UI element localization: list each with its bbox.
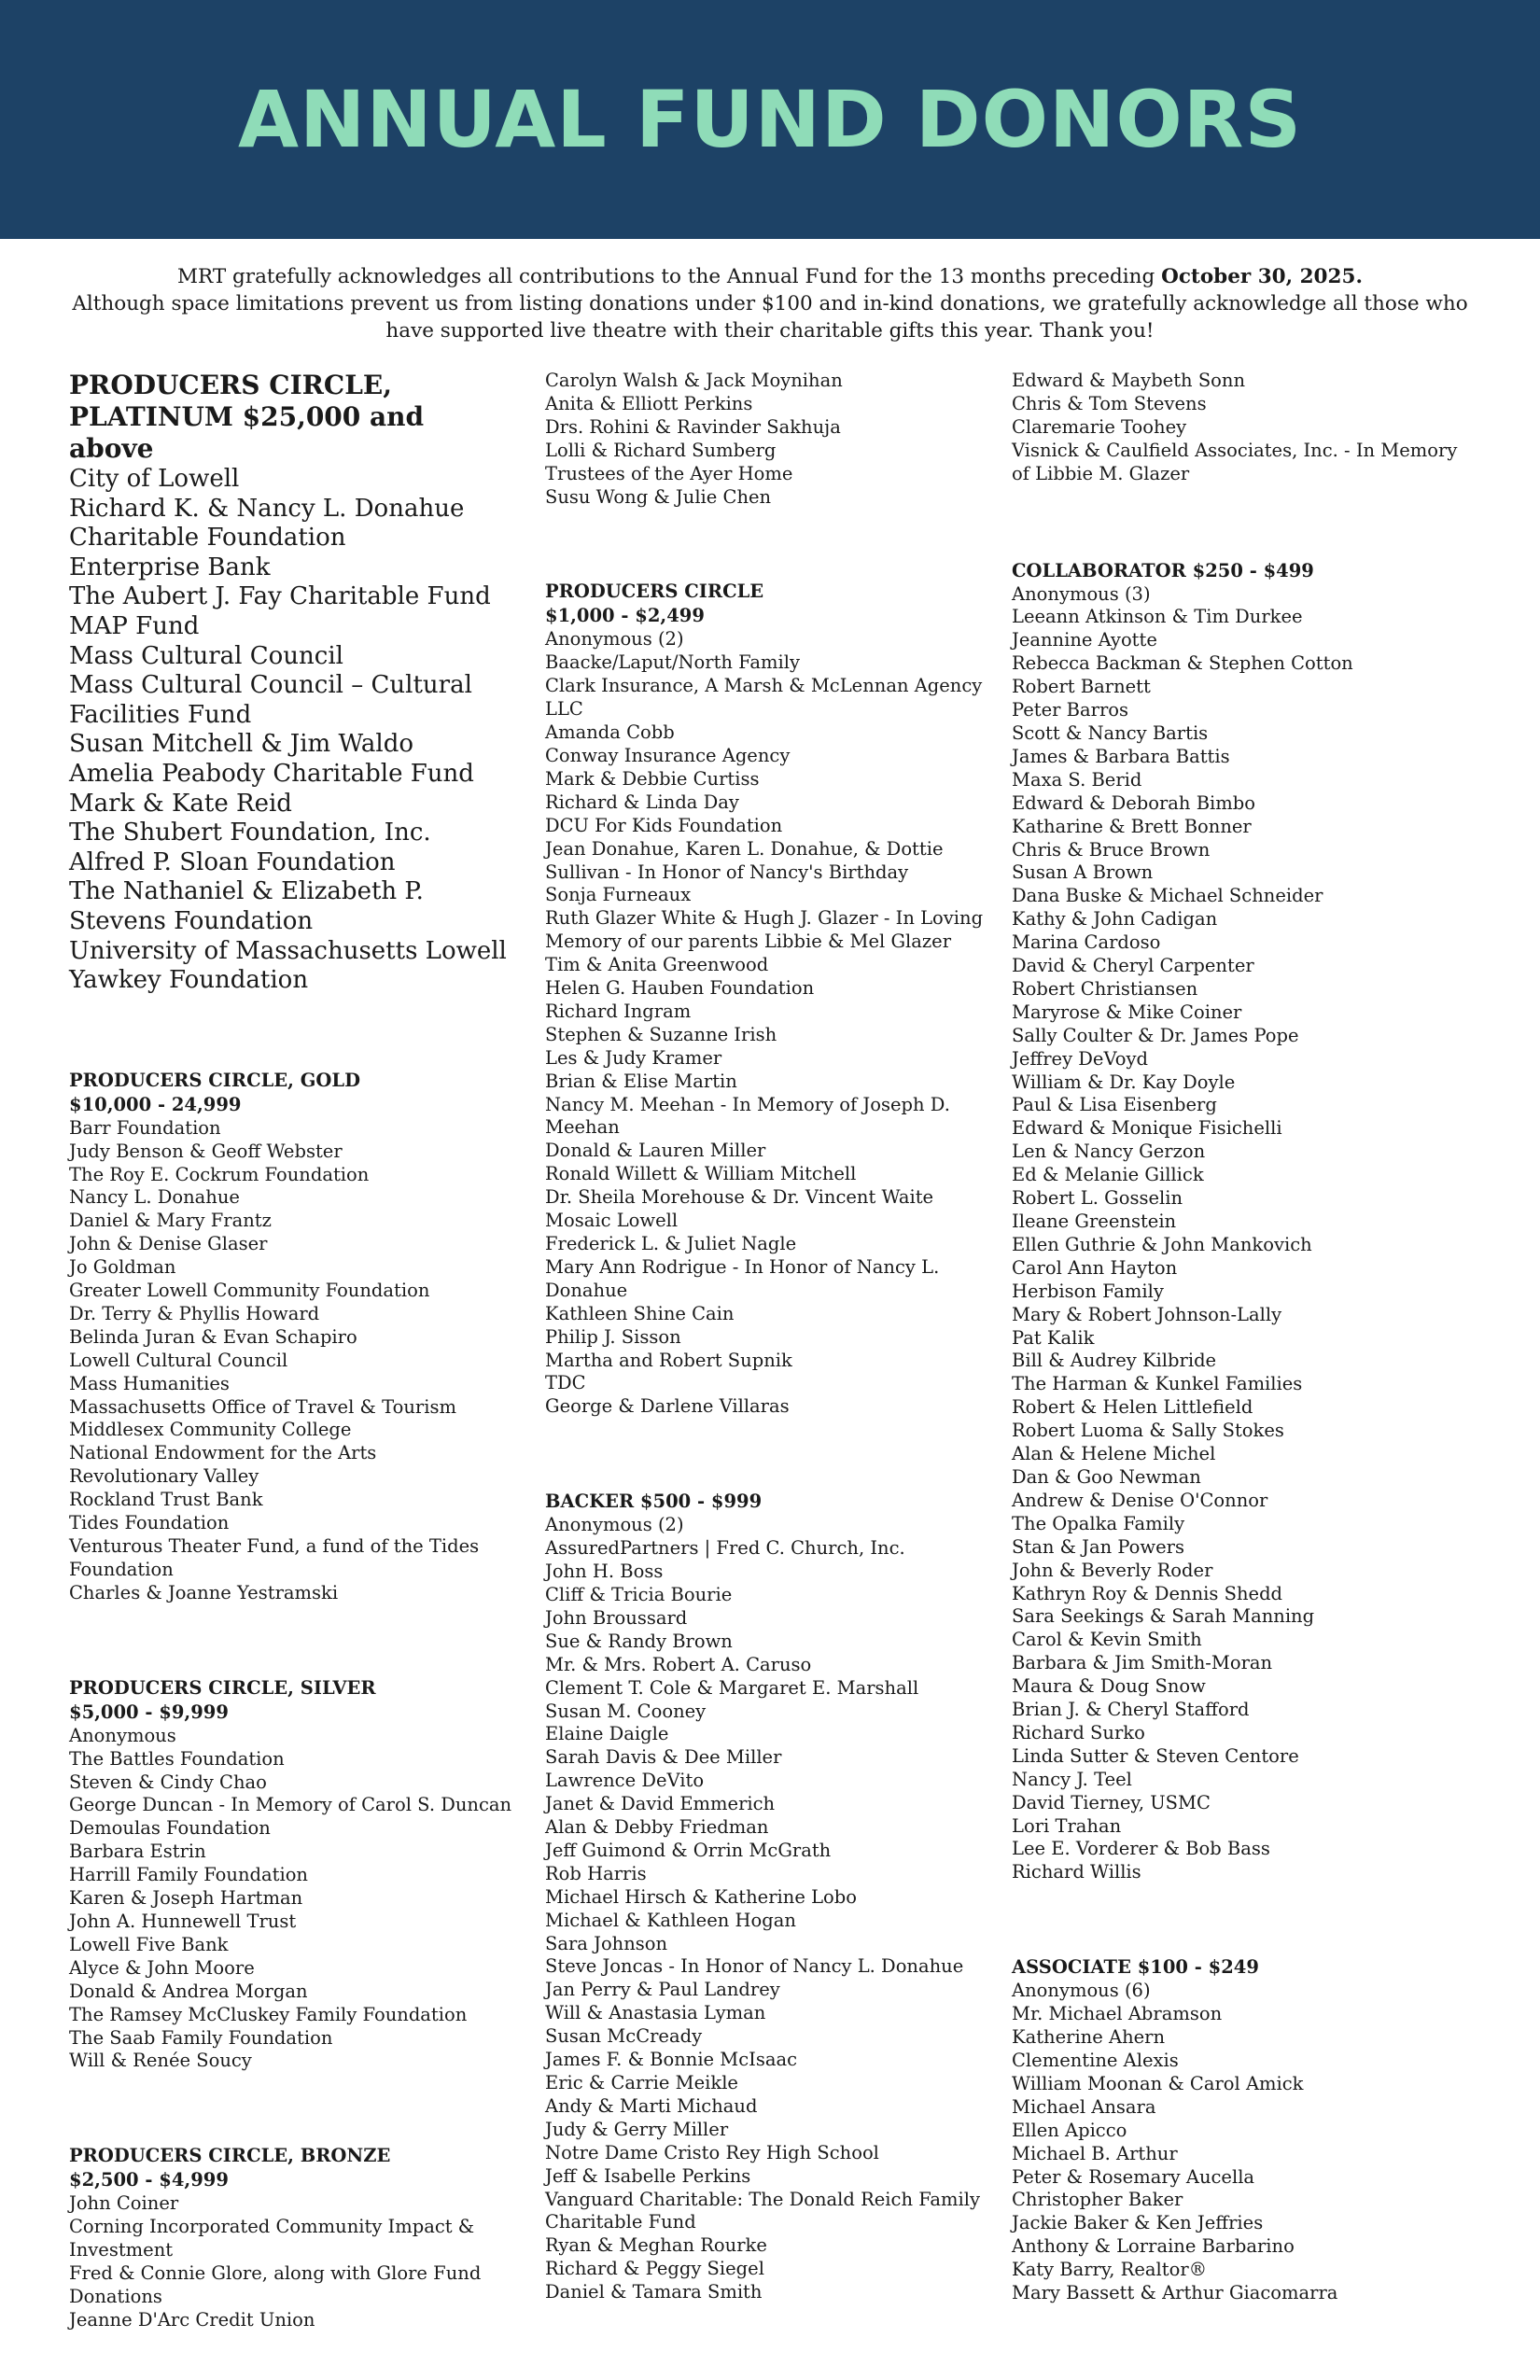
- bronze-list: [69, 2192, 517, 2331]
- producers-list: [545, 628, 993, 1419]
- intro-line-2: Although space limitations prevent us from listing donations under $100 and in-kind donations, we gratefully acknowledge all those who have supported live theatre with their charitable gifts this year. Thank you!: [72, 292, 1468, 343]
- donor-name: The Saab Family Foundation: [69, 2026, 333, 2049]
- donor-name: Janet & David Emmerich: [545, 1793, 776, 1815]
- intro-line-1-text: MRT gratefully acknowledges all contributions to the Annual Fund for the 13 months preceding: [177, 265, 1162, 288]
- platinum-list: [69, 465, 517, 996]
- donor-name: Lowell Five Bank: [69, 1933, 229, 1955]
- donor-name: Mary Ann Rodrigue - In Honor of Nancy L. Donahue: [545, 1255, 940, 1301]
- donor-name: Robert Christiansen: [1012, 977, 1198, 1000]
- donor-name: Sue & Randy Brown: [545, 1630, 733, 1652]
- donor-name: Ileane Greenstein: [1012, 1211, 1177, 1232]
- donor-name: Anonymous (2): [545, 628, 684, 651]
- donor-name: Donald & Andrea Morgan: [69, 1980, 308, 2002]
- donor-name: Ronald Willett & William Mitchell: [545, 1163, 857, 1185]
- donor-name: Robert Barnett: [1012, 676, 1151, 698]
- associate-heading: ASSOCIATE $100 - $249: [1012, 1956, 1259, 1979]
- silver-list: [69, 1725, 517, 2074]
- donor-name: Sarah Davis & Dee Miller: [545, 1746, 782, 1769]
- donor-name: Will & Anastasia Lyman: [545, 2002, 766, 2024]
- gold-heading-1: PRODUCERS CIRCLE, GOLD: [69, 1069, 361, 1091]
- platinum-heading-1: PRODUCERS CIRCLE,: [69, 370, 392, 400]
- donor-name: Andy & Marti Michaud: [545, 2094, 758, 2117]
- donor-name: Barbara & Jim Smith-Moran: [1012, 1652, 1273, 1674]
- donor-name: Peter Barros: [1012, 699, 1129, 721]
- donor-name: Peter & Rosemary Aucella: [1012, 2165, 1255, 2188]
- donor-name: Chris & Bruce Brown: [1012, 838, 1211, 861]
- producers-heading-2: $1,000 - $2,499: [545, 605, 705, 627]
- donor-name: Susan M. Cooney: [545, 1700, 707, 1722]
- donor-name: Mark & Kate Reid: [69, 789, 292, 818]
- column-2: [545, 370, 993, 2304]
- donor-name: Mass Cultural Council: [69, 641, 343, 670]
- donor-name: Carol & Kevin Smith: [1012, 1629, 1202, 1651]
- donor-name: Richard Ingram: [545, 1000, 692, 1022]
- donor-name: Maura & Doug Snow: [1012, 1675, 1206, 1698]
- donor-name: The Harman & Kunkel Families: [1012, 1373, 1303, 1395]
- donor-name: Christopher Baker: [1012, 2189, 1183, 2211]
- donor-name: Michael Hirsch & Katherine Lobo: [545, 1885, 857, 1908]
- collaborator-section: [1012, 559, 1478, 1885]
- donor-name: The Shubert Foundation, Inc.: [69, 819, 431, 847]
- donor-name: Len & Nancy Gerzon: [1012, 1141, 1206, 1163]
- donor-name: Nancy M. Meehan - In Memory of Joseph D. Meehan: [545, 1093, 950, 1139]
- donor-name: Amelia Peabody Charitable Fund: [69, 759, 474, 788]
- donor-name: Lori Trahan: [1012, 1814, 1122, 1837]
- donor-name: George Duncan - In Memory of Carol S. Duncan: [69, 1794, 512, 1816]
- donor-name: Elaine Daigle: [545, 1723, 669, 1745]
- donor-name: Philip J. Sisson: [545, 1325, 681, 1348]
- donor-name: Cliff & Tricia Bourie: [545, 1583, 733, 1605]
- donor-name: MAP Fund: [69, 611, 200, 640]
- donor-name: Alan & Debby Friedman: [545, 1816, 769, 1839]
- donor-name: Mass Cultural Council – Cultural Facilities Fund: [69, 671, 472, 729]
- collaborator-heading: COLLABORATOR $250 - $499: [1012, 559, 1314, 581]
- donor-name: Katharine & Brett Bonner: [1012, 815, 1252, 837]
- donor-name: Sally Coulter & Dr. James Pope: [1012, 1024, 1299, 1046]
- donor-name: Jackie Baker & Ken Jeffries: [1012, 2212, 1264, 2234]
- header-banner: [0, 0, 1540, 239]
- donor-name: Steven & Cindy Chao: [69, 1771, 267, 1793]
- donor-name: Jeff Guimond & Orrin McGrath: [545, 1839, 832, 1861]
- donor-name: Richard & Linda Day: [545, 791, 739, 813]
- donor-name: Kathy & John Cadigan: [1012, 908, 1218, 931]
- donor-name: Paul & Lisa Eisenberg: [1012, 1094, 1217, 1116]
- donor-name: Bill & Audrey Kilbride: [1012, 1350, 1217, 1372]
- donor-name: Katherine Ahern: [1012, 2026, 1166, 2049]
- donor-name: Leeann Atkinson & Tim Durkee: [1012, 606, 1303, 628]
- donor-name: Helen G. Hauben Foundation: [545, 977, 815, 1000]
- backer-section: [545, 1490, 993, 2304]
- donor-name: Nancy L. Donahue: [69, 1186, 240, 1209]
- donor-name: National Endowment for the Arts: [69, 1442, 377, 1464]
- donor-name: Venturous Theater Fund, a fund of the Tides Foundation: [69, 1535, 480, 1580]
- donor-name: Drs. Rohini & Ravinder Sakhuja: [545, 415, 841, 438]
- page-title: ANNUAL FUND DONORS: [238, 74, 1302, 165]
- donor-name: Baacke/Laput/North Family: [545, 651, 800, 674]
- donor-name: John Coiner: [69, 2192, 179, 2215]
- donor-name: Rockland Trust Bank: [69, 1489, 263, 1511]
- intro-date: October 30, 2025.: [1161, 265, 1363, 288]
- donor-name: Judy & Gerry Miller: [545, 2118, 729, 2140]
- donor-name: Daniel & Mary Frantz: [69, 1210, 272, 1232]
- donor-name: Stan & Jan Powers: [1012, 1535, 1184, 1558]
- donor-name: Anita & Elliott Perkins: [545, 392, 753, 414]
- donor-name: Ellen Apicco: [1012, 2119, 1127, 2141]
- donor-name: Yawkey Foundation: [69, 966, 309, 995]
- donor-name: Anthony & Lorraine Barbarino: [1012, 2235, 1295, 2258]
- donor-name: Susu Wong & Julie Chen: [545, 485, 772, 508]
- producers-section: [545, 580, 993, 1419]
- donor-name: Conway Insurance Agency: [545, 744, 791, 766]
- donor-name: James F. & Bonnie McIsaac: [545, 2049, 798, 2071]
- donor-name: Alfred P. Sloan Foundation: [69, 847, 396, 876]
- donor-name: Scott & Nancy Bartis: [1012, 721, 1209, 744]
- donor-name: Alan & Helene Michel: [1012, 1443, 1216, 1465]
- donor-name: The Roy E. Cockrum Foundation: [69, 1163, 370, 1185]
- donor-name: William & Dr. Kay Doyle: [1012, 1071, 1236, 1093]
- donor-name: Greater Lowell Community Foundation: [69, 1280, 430, 1302]
- donor-name: Karen & Joseph Hartman: [69, 1887, 303, 1910]
- gold-list: [69, 1117, 517, 1605]
- intro-text: [56, 263, 1484, 344]
- donor-name: Demoulas Foundation: [69, 1817, 271, 1840]
- donor-name: James & Barbara Battis: [1012, 745, 1230, 767]
- donor-name: TDC: [545, 1372, 586, 1394]
- donor-name: Michael Ansara: [1012, 2095, 1156, 2118]
- donor-name: Herbison Family: [1012, 1280, 1164, 1302]
- donor-name: Enterprise Bank: [69, 553, 271, 581]
- donor-name: Jo Goldman: [69, 1256, 176, 1279]
- donor-name: Rebecca Backman & Stephen Cotton: [1012, 652, 1353, 675]
- donor-name: Lolli & Richard Sumberg: [545, 439, 777, 461]
- donor-name: Lee E. Vorderer & Bob Bass: [1012, 1838, 1270, 1860]
- bronze-heading-2: $2,500 - $4,999: [69, 2169, 229, 2191]
- donor-name: Donald & Lauren Miller: [545, 1140, 766, 1162]
- donor-name: Notre Dame Cristo Rey High School: [545, 2141, 879, 2163]
- intro-line-1: [56, 263, 1484, 290]
- donor-name: Mosaic Lowell: [545, 1210, 679, 1232]
- donor-name: City of Lowell: [69, 465, 240, 493]
- donor-name: William Moonan & Carol Amick: [1012, 2072, 1304, 2094]
- donor-name: Clark Insurance, A Marsh & McLennan Agency LLC: [545, 675, 983, 721]
- donor-name: Massachusetts Office of Travel & Tourism: [69, 1395, 456, 1418]
- donor-name: Mary Bassett & Arthur Giacomarra: [1012, 2282, 1338, 2304]
- donor-name: John Broussard: [545, 1606, 688, 1629]
- gold-heading-2: $10,000 - 24,999: [69, 1093, 242, 1115]
- donor-name: Vanguard Charitable: The Donald Reich Family Charitable Fund: [545, 2188, 981, 2233]
- donor-name: Nancy J. Teel: [1012, 1768, 1132, 1790]
- donor-name: John H. Boss: [545, 1561, 664, 1583]
- donor-name: Richard Willis: [1012, 1861, 1141, 1883]
- donor-name: Visnick & Caulfield Associates, Inc. - In Memory of Libbie M. Glazer: [1012, 439, 1458, 484]
- donor-name: George & Darlene Villaras: [545, 1395, 790, 1418]
- donor-name: John & Denise Glaser: [69, 1233, 268, 1255]
- donor-name: Mr. Michael Abramson: [1012, 2003, 1223, 2025]
- platinum-heading-2: PLATINUM $25,000 and above: [69, 401, 425, 464]
- donor-name: Les & Judy Kramer: [545, 1046, 722, 1069]
- donor-name: Robert & Helen Littlefield: [1012, 1396, 1253, 1419]
- donor-name: Edward & Maybeth Sonn: [1012, 370, 1246, 391]
- platinum-section: [69, 370, 517, 996]
- donor-name: Richard K. & Nancy L. Donahue Charitable Foundation: [69, 494, 465, 553]
- donor-name: Richard & Peggy Siegel: [545, 2258, 764, 2280]
- donor-name: Tim & Anita Greenwood: [545, 954, 769, 976]
- donor-name: Susan Mitchell & Jim Waldo: [69, 730, 414, 759]
- donor-name: Anonymous: [69, 1724, 176, 1746]
- donor-name: Jan Perry & Paul Landrey: [545, 1979, 780, 2001]
- donor-name: Barbara Estrin: [69, 1841, 206, 1863]
- bronze-heading-1: PRODUCERS CIRCLE, BRONZE: [69, 2145, 391, 2167]
- donor-name: DCU For Kids Foundation: [545, 814, 783, 836]
- donor-name: John A. Hunnewell Trust: [69, 1910, 297, 1932]
- donor-name: Marina Cardoso: [1012, 931, 1161, 954]
- donor-name: Carolyn Walsh & Jack Moynihan: [545, 370, 843, 391]
- donor-name: Richard Surko: [1012, 1721, 1145, 1743]
- donor-name: Sara Seekings & Sarah Manning: [1012, 1605, 1315, 1628]
- donor-name: Brian J. & Cheryl Stafford: [1012, 1699, 1250, 1721]
- donor-name: Revolutionary Valley: [69, 1465, 259, 1488]
- donor-name: Dana Buske & Michael Schneider: [1012, 885, 1323, 907]
- donor-name: Ruth Glazer White & Hugh J. Glazer - In Loving Memory of our parents Libbie & Mel Glazer: [545, 907, 984, 953]
- donor-name: Tides Foundation: [69, 1512, 230, 1534]
- donor-name: Linda Sutter & Steven Centore: [1012, 1744, 1299, 1767]
- donor-name: Trustees of the Ayer Home: [545, 462, 793, 484]
- donor-name: Robert L. Gosselin: [1012, 1187, 1183, 1210]
- donor-name: Mary & Robert Johnson-Lally: [1012, 1303, 1282, 1325]
- donor-name: Jeanne D'Arc Credit Union: [69, 2308, 315, 2331]
- donor-name: Jeannine Ayotte: [1012, 629, 1157, 651]
- donor-name: Anonymous (3): [1012, 582, 1151, 605]
- donor-name: Jeffrey DeVoyd: [1012, 1047, 1148, 1070]
- donor-name: Brian & Elise Martin: [545, 1070, 737, 1092]
- donor-name: Susan McCready: [545, 2025, 703, 2048]
- donor-name: Lowell Cultural Council: [69, 1349, 288, 1371]
- donor-name: David & Cheryl Carpenter: [1012, 955, 1254, 977]
- donor-name: AssuredPartners | Fred C. Church, Inc.: [545, 1537, 905, 1560]
- donor-name: The Nathaniel & Elizabeth P. Stevens Foundation: [69, 877, 424, 935]
- column-3: [1012, 370, 1478, 2305]
- donor-name: Robert Luoma & Sally Stokes: [1012, 1420, 1284, 1442]
- donor-name: Mark & Debbie Curtiss: [545, 767, 760, 790]
- donor-name: Mr. & Mrs. Robert A. Caruso: [545, 1653, 812, 1675]
- donor-name: Clementine Alexis: [1012, 2050, 1179, 2071]
- donor-name: Lawrence DeVito: [545, 1770, 705, 1792]
- donor-name: The Battles Foundation: [69, 1747, 285, 1770]
- donor-name: Ed & Melanie Gillick: [1012, 1164, 1204, 1186]
- donor-name: Kathleen Shine Cain: [545, 1302, 735, 1324]
- donor-name: Susan A Brown: [1012, 861, 1154, 884]
- gold-section: [69, 1069, 517, 1605]
- donor-name: Ellen Guthrie & John Mankovich: [1012, 1233, 1312, 1255]
- column-1: [69, 370, 517, 2332]
- donor-name: Anonymous (6): [1012, 1980, 1151, 2002]
- donor-name: Will & Renée Soucy: [69, 2050, 252, 2072]
- donor-name: University of Massachusetts Lowell: [69, 936, 507, 965]
- donor-name: Anonymous (2): [545, 1514, 684, 1536]
- donor-name: Fred & Connie Glore, along with Glore Fund Donations: [69, 2262, 482, 2307]
- donor-name: John & Beverly Roder: [1012, 1559, 1213, 1581]
- donor-name: Andrew & Denise O'Connor: [1012, 1489, 1268, 1511]
- donor-name: Dan & Goo Newman: [1012, 1465, 1201, 1488]
- donor-name: Judy Benson & Geoff Webster: [69, 1140, 343, 1162]
- silver-heading-1: PRODUCERS CIRCLE, SILVER: [69, 1676, 376, 1699]
- donor-name: Clement T. Cole & Margaret E. Marshall: [545, 1676, 919, 1699]
- associate-section: [1012, 1955, 1478, 2305]
- donor-name: Sonja Furneaux: [545, 884, 692, 906]
- donor-name: Pat Kalik: [1012, 1326, 1095, 1349]
- donor-name: Stephen & Suzanne Irish: [545, 1023, 777, 1045]
- donor-name: Michael & Kathleen Hogan: [545, 1909, 796, 1931]
- donor-name: The Opalka Family: [1012, 1512, 1185, 1534]
- donor-name: Alyce & John Moore: [69, 1956, 255, 1979]
- donor-name: Katy Barry, Realtor®: [1012, 2259, 1208, 2281]
- donor-name: Daniel & Tamara Smith: [545, 2281, 763, 2303]
- donor-name: David Tierney, USMC: [1012, 1791, 1211, 1813]
- donor-name: Middlesex Community College: [69, 1419, 352, 1441]
- donor-name: Ryan & Meghan Rourke: [545, 2234, 767, 2257]
- donor-name: Frederick L. & Juliet Nagle: [545, 1233, 797, 1254]
- donor-name: Maxa S. Berid: [1012, 768, 1142, 791]
- donor-name: Kathryn Roy & Dennis Shedd: [1012, 1582, 1283, 1604]
- donor-name: Charles & Joanne Yestramski: [69, 1581, 339, 1603]
- donor-name: Edward & Monique Fisichelli: [1012, 1117, 1282, 1140]
- backer-heading: BACKER $500 - $999: [545, 1491, 763, 1513]
- donor-name: Michael B. Arthur: [1012, 2142, 1178, 2164]
- donor-name: The Ramsey McCluskey Family Foundation: [69, 2003, 468, 2025]
- producers-heading-1: PRODUCERS CIRCLE: [545, 581, 764, 603]
- collaborator-list: [1012, 583, 1478, 1885]
- donor-name: Steve Joncas - In Honor of Nancy L. Donahue: [545, 1955, 964, 1978]
- donor-name: Barr Foundation: [69, 1116, 221, 1139]
- donor-name: Carol Ann Hayton: [1012, 1256, 1178, 1279]
- donor-name: Rob Harris: [545, 1862, 647, 1884]
- donor-name: Mass Humanities: [69, 1372, 230, 1394]
- silver-section: [69, 1676, 517, 2074]
- backer-continued-list: [1012, 370, 1478, 486]
- donor-name: Sara Johnson: [545, 1932, 668, 1954]
- backer-list: [545, 1514, 993, 2304]
- donor-name: Belinda Juran & Evan Schapiro: [69, 1325, 357, 1348]
- silver-heading-2: $5,000 - $9,999: [69, 1701, 229, 1723]
- donor-name: Jeff & Isabelle Perkins: [545, 2164, 751, 2187]
- donor-name: The Aubert J. Fay Charitable Fund: [69, 582, 491, 611]
- donor-name: Martha and Robert Supnik: [545, 1349, 792, 1371]
- donor-name: Chris & Tom Stevens: [1012, 392, 1207, 414]
- donor-name: Eric & Carrie Meikle: [545, 2072, 738, 2093]
- donor-name: Harrill Family Foundation: [69, 1864, 308, 1886]
- donor-name: Corning Incorporated Community Impact & Investment: [69, 2216, 475, 2261]
- donor-name: Dr. Terry & Phyllis Howard: [69, 1302, 320, 1324]
- associate-list: [1012, 1980, 1478, 2305]
- bronze-continued-list: [545, 370, 993, 509]
- donor-name: Claremarie Toohey: [1012, 415, 1187, 438]
- donor-name: Jean Donahue, Karen L. Donahue, & Dottie Sullivan - In Honor of Nancy's Birthday: [545, 837, 944, 883]
- bronze-section: [69, 2144, 517, 2331]
- donor-name: Amanda Cobb: [545, 721, 675, 744]
- donor-name: Maryrose & Mike Coiner: [1012, 1001, 1242, 1023]
- donor-name: Edward & Deborah Bimbo: [1012, 791, 1255, 814]
- donor-name: Dr. Sheila Morehouse & Dr. Vincent Waite: [545, 1186, 934, 1209]
